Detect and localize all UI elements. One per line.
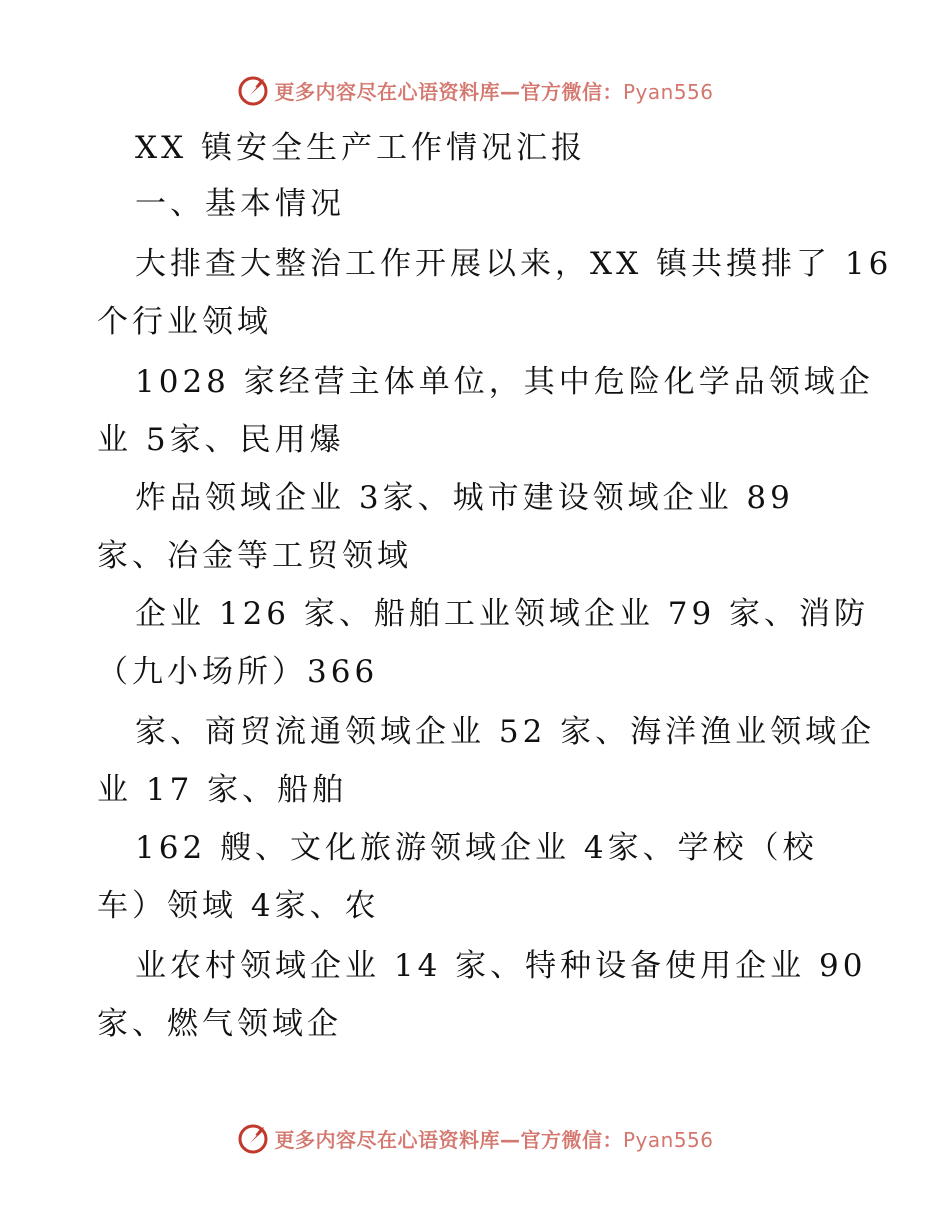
doc-line: 家、燃气领域企 bbox=[97, 1006, 342, 1042]
doc-line: 炸品领域企业 3家、城市建设领域企业 89 bbox=[135, 480, 794, 516]
doc-title: XX 镇安全生产工作情况汇报 bbox=[135, 130, 586, 166]
doc-line: 企业 126 家、船舶工业领域企业 79 家、消防 bbox=[135, 596, 870, 632]
banner-text: 更多内容尽在心语资料库—官方微信：Pyan556 bbox=[274, 79, 714, 104]
banner-text: 更多内容尽在心语资料库—官方微信：Pyan556 bbox=[274, 1127, 714, 1152]
doc-line: 家、冶金等工贸领域 bbox=[97, 538, 412, 574]
doc-line: 业 17 家、船舶 bbox=[97, 772, 348, 808]
section-heading: 一、基本情况 bbox=[135, 186, 345, 222]
quill-logo-icon bbox=[236, 73, 270, 107]
doc-line: （九小场所）366 bbox=[97, 654, 379, 690]
doc-line: 1028 家经营主体单位，其中危险化学品领域企 bbox=[135, 364, 874, 400]
doc-line: 162 艘、文化旅游领域企业 4家、学校（校 bbox=[135, 830, 818, 866]
doc-line: 车）领域 4家、农 bbox=[97, 888, 380, 924]
doc-line: 家、商贸流通领域企业 52 家、海洋渔业领域企 bbox=[135, 714, 876, 750]
header-banner bbox=[0, 70, 950, 110]
footer-banner bbox=[0, 1118, 950, 1158]
quill-logo-icon bbox=[236, 1121, 270, 1155]
doc-line: 大排查大整治工作开展以来，XX 镇共摸排了 16 bbox=[135, 246, 893, 282]
doc-line: 业农村领域企业 14 家、特种设备使用企业 90 bbox=[135, 948, 867, 984]
doc-line: 业 5家、民用爆 bbox=[97, 422, 345, 458]
doc-line: 个行业领域 bbox=[97, 304, 272, 340]
